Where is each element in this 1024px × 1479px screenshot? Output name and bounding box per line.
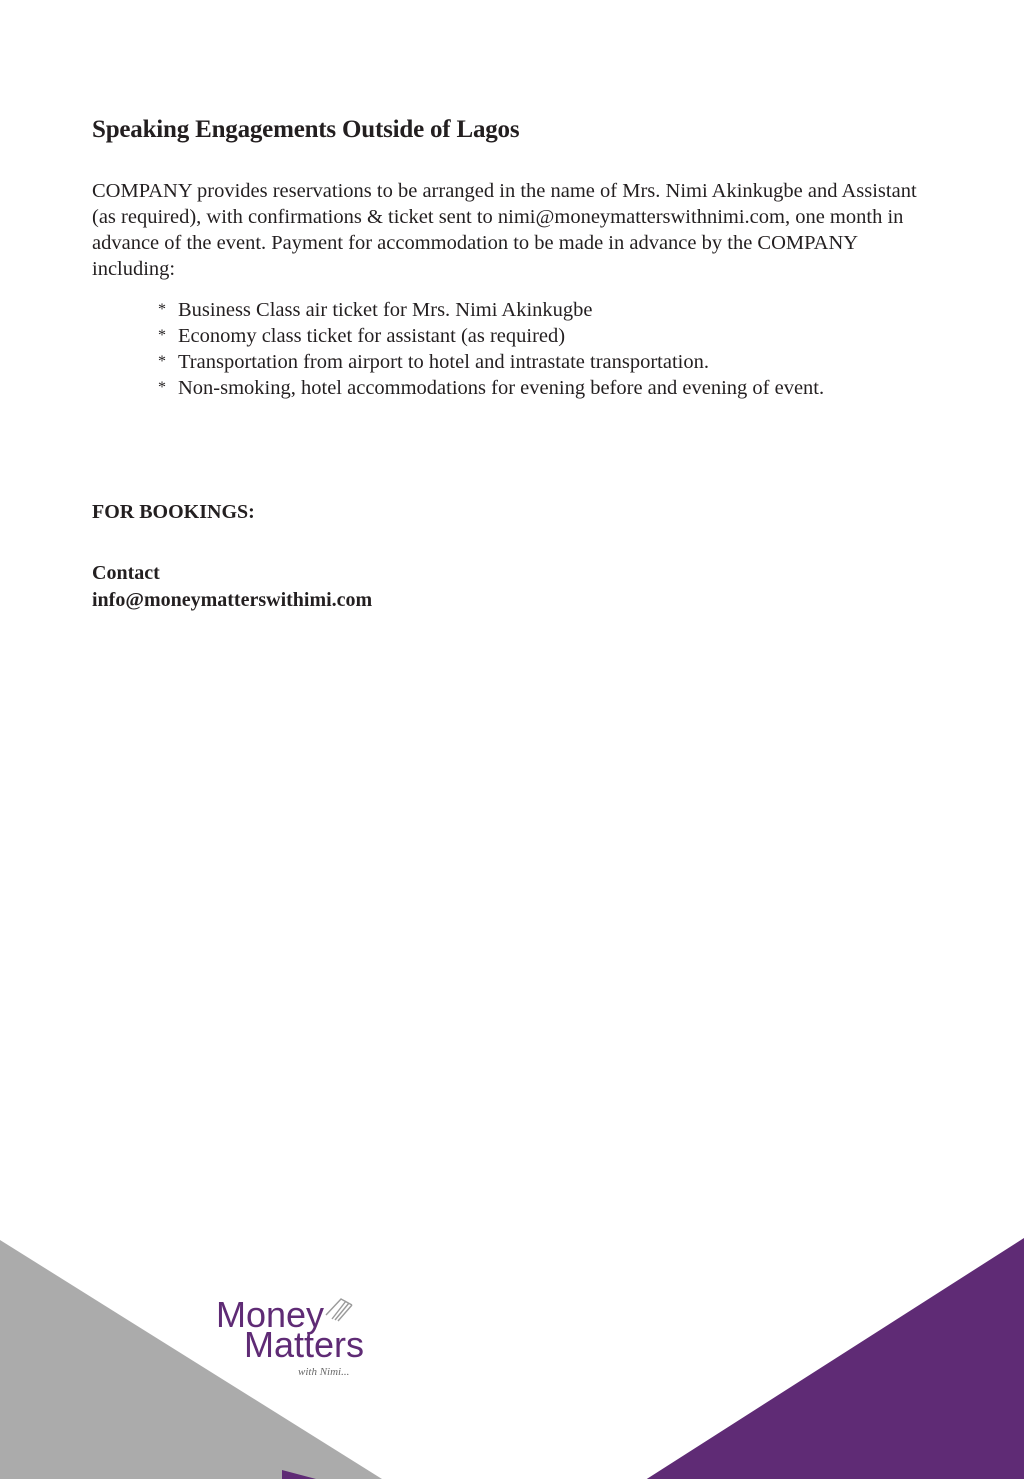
list-item-text: Business Class air ticket for Mrs. Nimi Akinkugbe [178, 299, 593, 321]
logo-matters-text: Matters [244, 1324, 365, 1365]
footer-purple-band [282, 1238, 1024, 1479]
intro-paragraph: COMPANY provides reservations to be arranged in the name of Mrs. Nimi Akinkugbe and Assistant (as required), with confirmations & ticket sent to nimi@moneymatterswithnimi.com, one month in advance of the event. Payment for accommodation to be made in advance by the COMPANY including: [92, 180, 917, 280]
bullet-list [92, 297, 932, 401]
list-item [158, 323, 932, 349]
bullet-marker: * [158, 327, 166, 344]
list-item [158, 349, 932, 375]
list-item [158, 375, 932, 401]
list-item [158, 297, 932, 323]
list-item-text: Economy class ticket for assistant (as required) [178, 325, 566, 347]
contact-email: info@moneymatterswithimi.com [92, 589, 373, 611]
bullet-marker: * [158, 379, 166, 396]
list-item-text: Transportation from airport to hotel and intrastate transportation. [178, 351, 709, 373]
page-title: Speaking Engagements Outside of Lagos [92, 116, 520, 143]
logo-money-text: Money [216, 1295, 325, 1335]
contact-label: Contact [92, 562, 160, 584]
money-matters-logo [214, 1295, 384, 1381]
bookings-heading: FOR BOOKINGS: [92, 501, 255, 523]
logo-book-icon [326, 1299, 352, 1321]
list-item-text: Non-smoking, hotel accommodations for evening before and evening of event. [178, 377, 825, 399]
logo-tagline-text: with Nimi... [298, 1366, 350, 1378]
bullet-marker: * [158, 353, 166, 370]
footer-decoration [0, 1230, 1024, 1479]
document-body [92, 116, 932, 614]
bullet-marker: * [158, 301, 166, 318]
